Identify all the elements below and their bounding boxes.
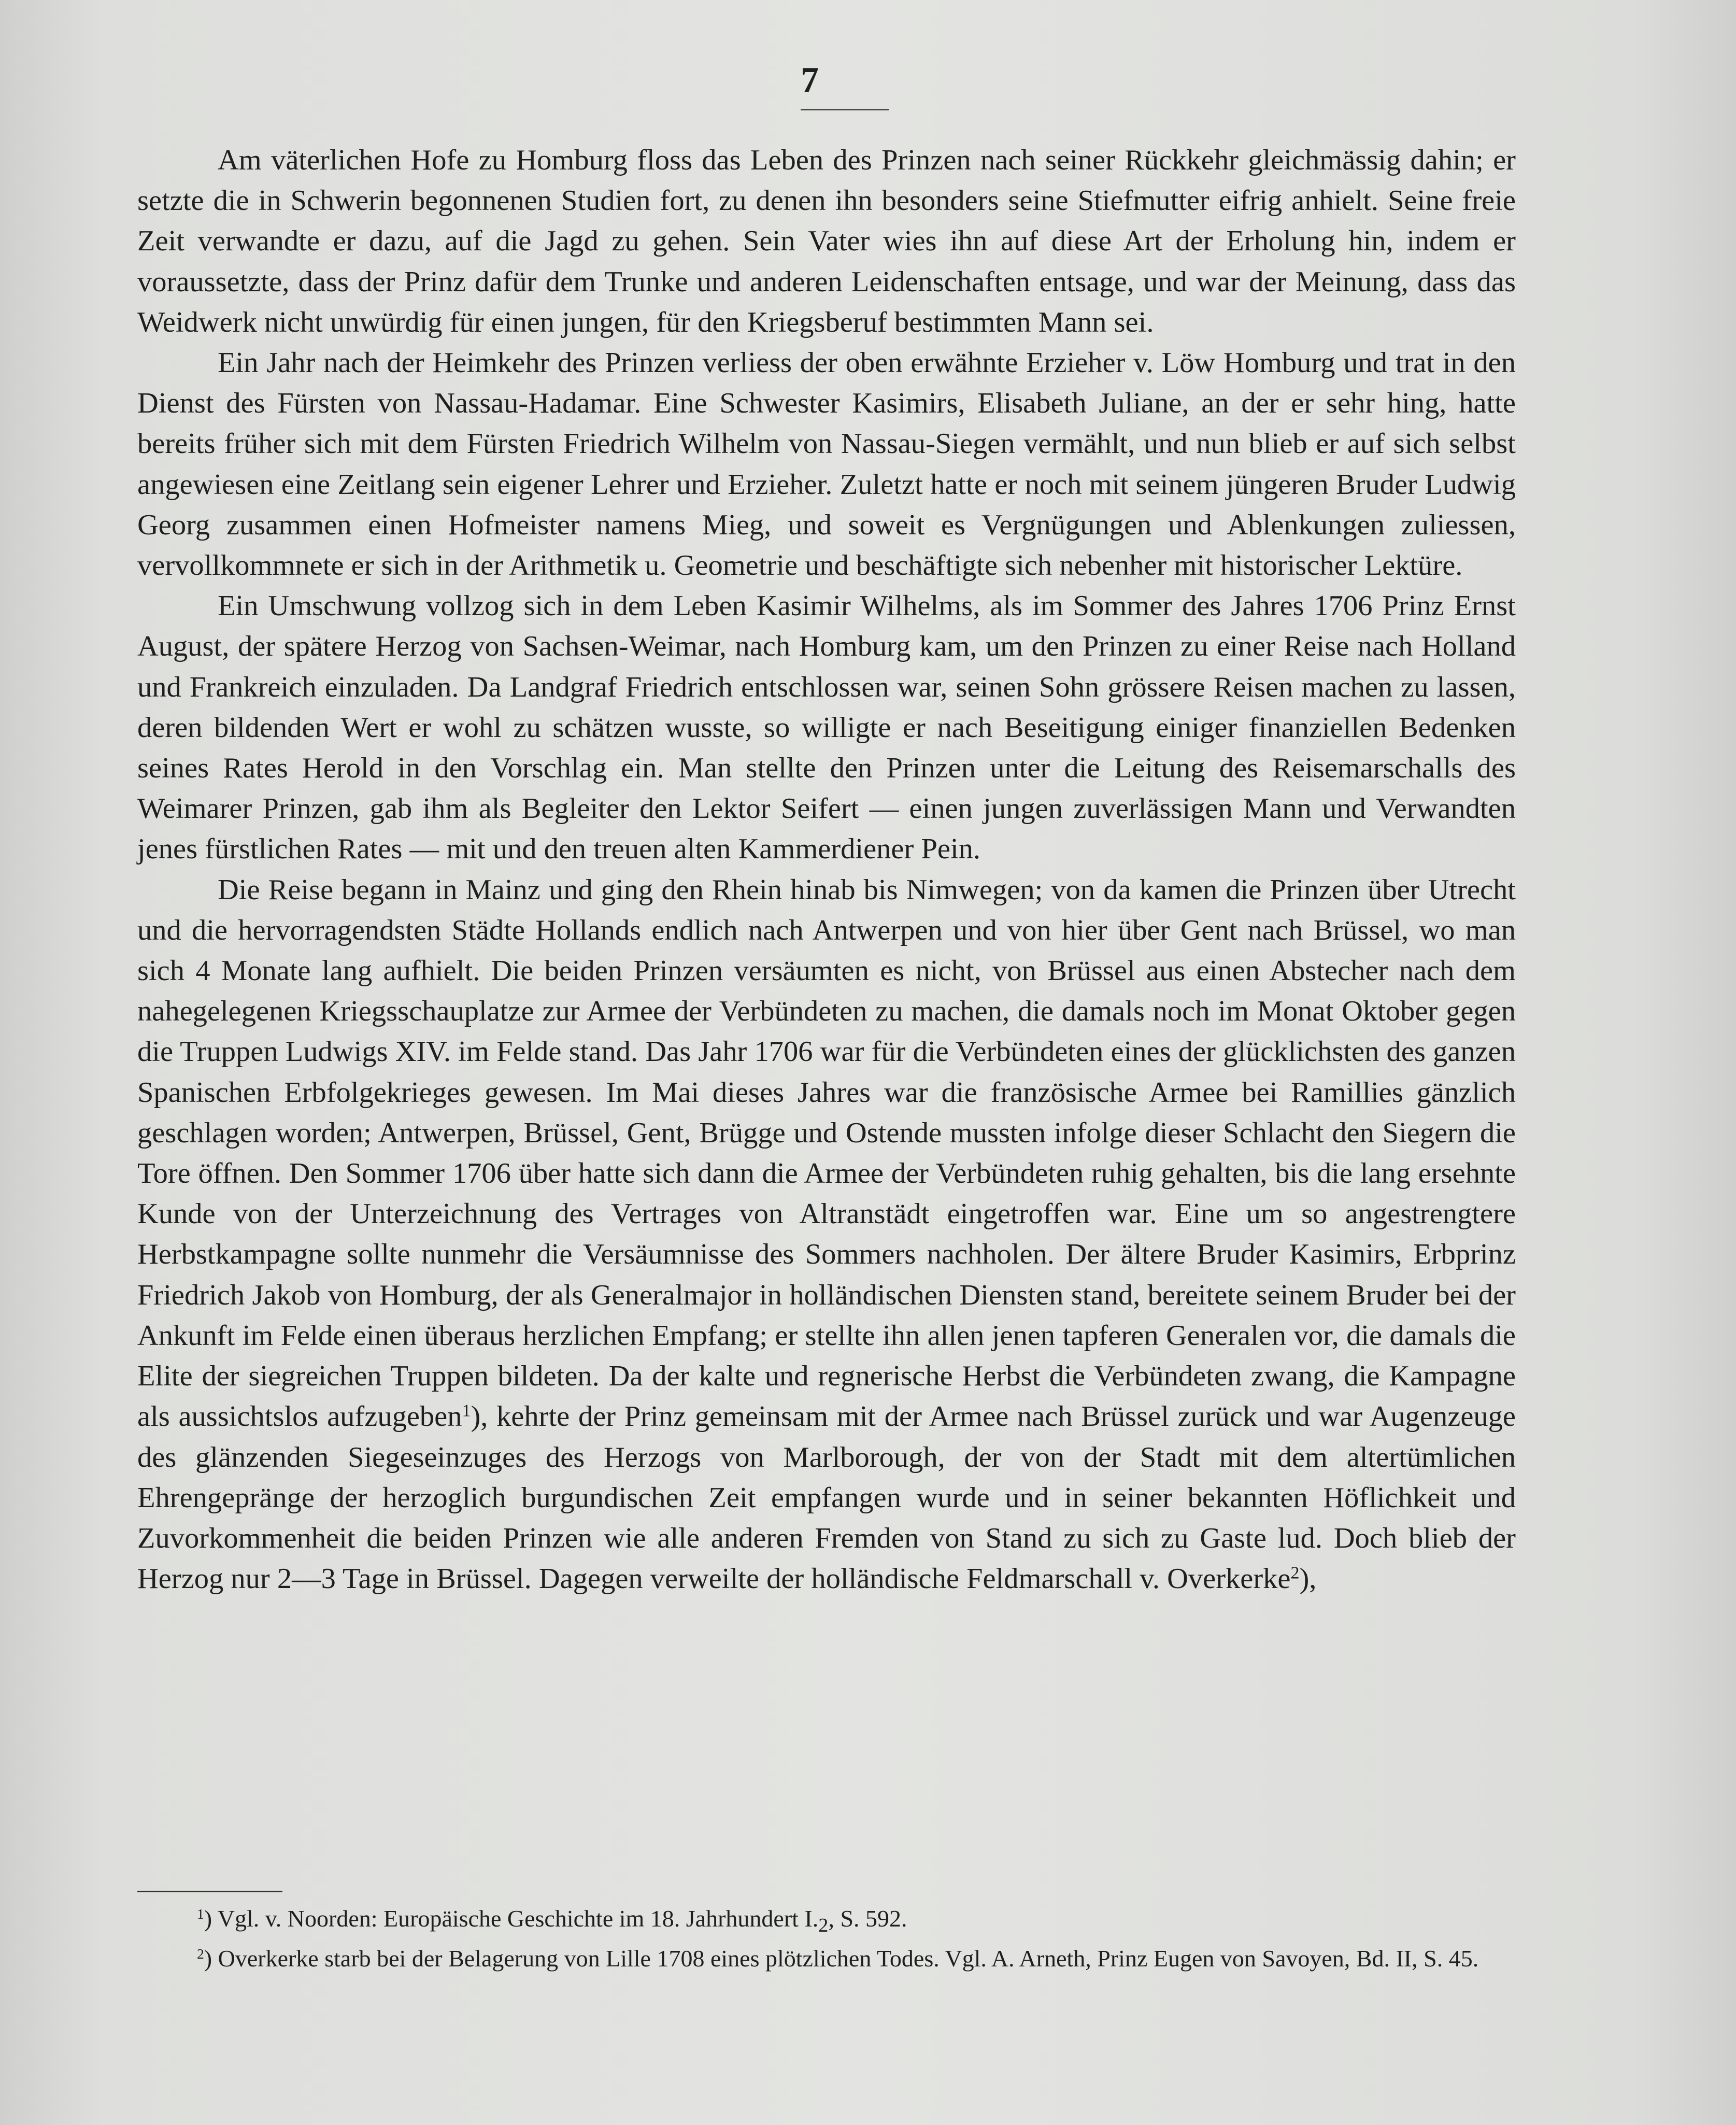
footnote-marker: 2 <box>197 1946 204 1962</box>
paragraph-text: ), <box>1299 1563 1317 1595</box>
footnote-text: , S. 592. <box>828 1905 907 1932</box>
page-number-rule <box>801 109 889 110</box>
footnote-text: ) Overkerke starb bei der Belagerung von Lille 1708 eines plötzlichen Todes. Vgl. A. Arneth, Prinz Eugen von Savoyen, Bd. II, S. 45. <box>204 1945 1479 1972</box>
paragraph-text: ), kehrte der Prinz gemeinsam mit der Armee nach Brüssel zurück und war Augenzeuge des glänzenden Siegeseinzuges des Herzogs von Marlborough, der von der Stadt mit dem altertümlichen Ehrengepränge der herzoglich burgundischen Zeit empfangen wurde und in seiner bekannten Höflichkeit und Zuvorkommenheit die beiden Prinzen wie alle anderen Fremden von Stand zu sich zu Gaste lud. Doch blieb der Herzog nur 2—3 Tage in Brüssel. Dagegen verweilte der holländische Feldmarschall v. Overkerke <box>137 1400 1516 1595</box>
footnote-subscript: 2 <box>818 1915 829 1937</box>
footnote-text: ) Vgl. v. Noorden: Europäische Geschichte im 18. Jahrhundert I. <box>204 1905 819 1932</box>
paragraph-text: Die Reise begann in Mainz und ging den Rhein hinab bis Nimwegen; von da kamen die Prinzen über Utrecht und die hervorragendsten Städte Hollands endlich nach Antwerpen und von hier über Gent nach Brüssel, wo man sich 4 Monate lang aufhielt. Die beiden Prinzen versäumten es nicht, von Brüssel aus einen Abstecher nach dem nahegelegenen Kriegsschauplatze zur Armee der Verbündeten zu machen, die damals noch im Monat Oktober gegen die Truppen Ludwigs XIV. im Felde stand. Das Jahr 1706 war für die Verbündeten eines der glücklichsten des ganzen Spanischen Erbfolgekrieges gewesen. Im Mai dieses Jahres war die französische Armee bei Ramillies gänzlich geschlagen worden; Antwerpen, Brüssel, Gent, Brügge und Ostende mussten infolge dieser Schlacht den Siegern die Tore öffnen. Den Sommer 1706 über hatte sich dann die Armee der Verbündeten ruhig gehalten, bis die lang ersehnte Kunde von der Unterzeichnung des Vertrages von Altranstädt eingetroffen war. Eine um so angestrengtere Herbstkampagne sollte nunmehr die Versäumnisse des Sommers nachholen. Der ältere Bruder Kasimirs, Erbprinz Friedrich Jakob von Homburg, der als Generalmajor in holländischen Diensten stand, bereitete seinem Bruder bei der Ankunft im Felde einen überaus herzlichen Empfang; er stellte ihn allen jenen tapferen Generalen vor, die damals die Elite der siegreichen Truppen bildeten. Da der kalte und regnerische Herbst die Verbündeten zwang, die Kampagne als aussichtslos aufzugeben <box>137 873 1516 1433</box>
footnote <box>137 1942 1516 1975</box>
paragraph: Ein Umschwung vollzog sich in dem Leben Kasimir Wilhelms, als im Sommer des Jahres 1706 Prinz Ernst August, der spätere Herzog von Sachsen-Weimar, nach Homburg kam, um den Prinzen zu einer Reise nach Holland und Frankreich einzuladen. Da Landgraf Friedrich entschlossen war, seinen Sohn grössere Reisen machen zu lassen, deren bildenden Wert er wohl zu schätzen wusste, so willigte er nach Beseitigung einiger finanziellen Bedenken seines Rates Herold in den Vorschlag ein. Man stellte den Prinzen unter die Leitung des Reisemarschalls des Weimarer Prinzen, gab ihm als Begleiter den Lektor Seifert — einen jungen zuverlässigen Mann und Verwandten jenes fürstlichen Rates — mit und den treuen alten Kammerdiener Pein. <box>137 590 1516 866</box>
footnote <box>137 1902 1516 1942</box>
footnote-reference: 2 <box>1290 1563 1300 1583</box>
footnote-reference: 1 <box>462 1401 471 1421</box>
footnote-divider <box>137 1891 282 1892</box>
paragraph: Ein Jahr nach der Heimkehr des Prinzen verliess der oben erwähnte Erzieher v. Löw Homburg und trat in den Dienst des Fürsten von Nassau-Hadamar. Eine Schwester Kasimirs, Elisabeth Juliane, an der er sehr hing, hatte bereits früher sich mit dem Fürsten Friedrich Wilhelm von Nassau-Siegen vermählt, und nun blieb er auf sich selbst angewiesen eine Zeitlang sein eigener Lehrer und Erzieher. Zuletzt hatte er noch mit seinem jüngeren Bruder Ludwig Georg zusammen einen Hofmeister namens Mieg, und soweit es Vergnügungen und Ablenkungen zuliessen, vervollkommnete er sich in der Arithmetik u. Geometrie und beschäftigte sich nebenher mit historischer Lektüre. <box>137 347 1516 582</box>
paragraph: Am väterlichen Hofe zu Homburg floss das Leben des Prinzen nach seiner Rückkehr gleichmässig dahin; er setzte die in Schwerin begonnenen Studien fort, zu denen ihn besonders seine Stiefmutter eifrig anhielt. Seine freie Zeit verwandte er dazu, auf die Jagd zu gehen. Sein Vater wies ihn auf diese Art der Erholung hin, indem er voraussetzte, dass der Prinz dafür dem Trunke und anderen Leidenschaften entsage, und war der Meinung, dass das Weidwerk nicht unwürdig für einen jungen, für den Kriegsberuf bestimmten Mann sei. <box>137 144 1516 338</box>
body-text <box>137 140 1516 1599</box>
footnotes <box>137 1902 1516 1975</box>
footnote-marker: 1 <box>197 1905 204 1922</box>
paragraph <box>137 870 1516 1599</box>
page-number: 7 <box>801 60 819 100</box>
